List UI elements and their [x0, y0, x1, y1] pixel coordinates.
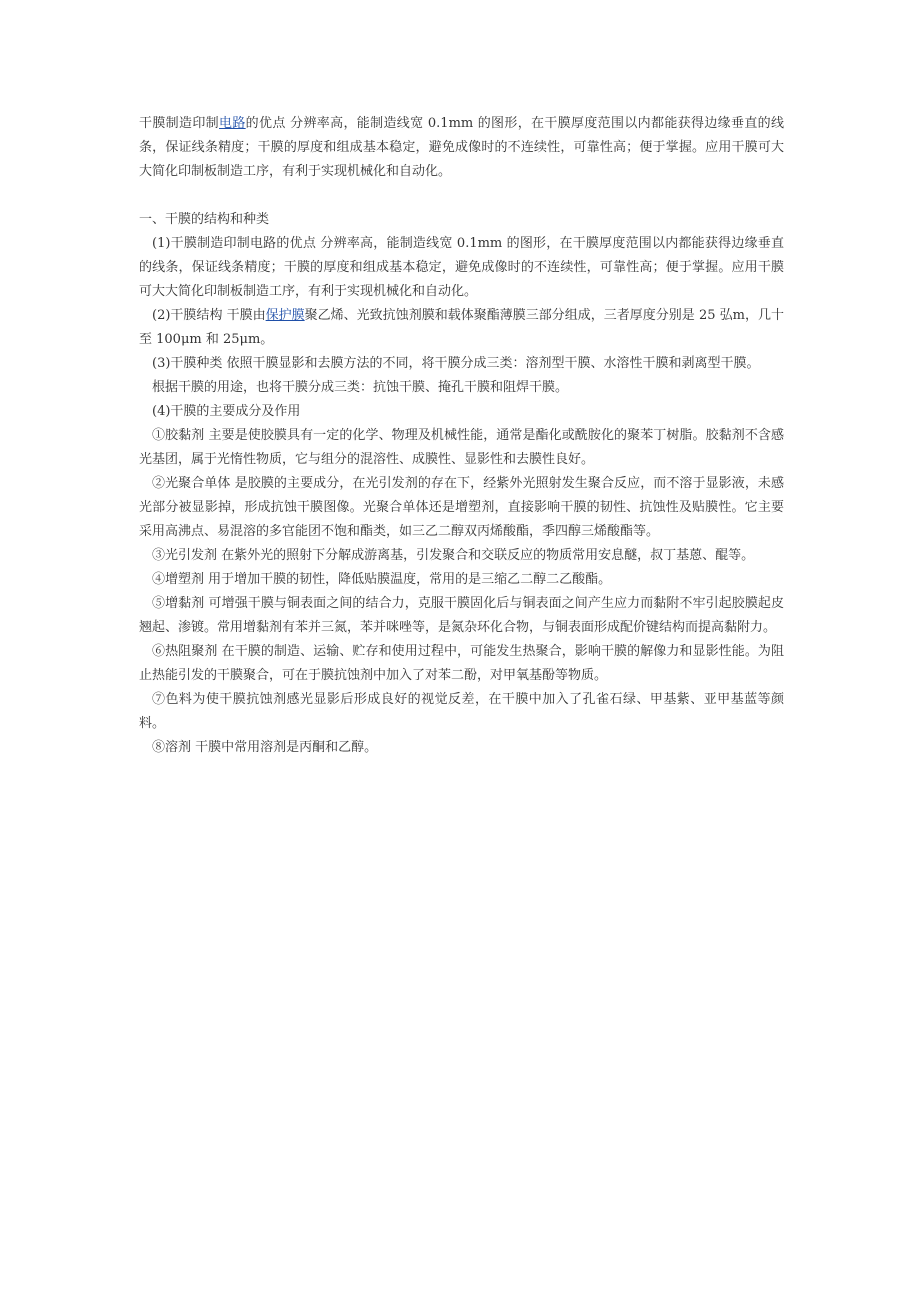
structure-text-start: (2)干膜结构 干膜由	[152, 308, 266, 323]
paragraph-structure	[139, 304, 784, 352]
paragraph-types: (3)干膜种类 依照干膜显影和去膜方法的不同，将干膜分成三类：溶剂型干膜、水溶性干膜和剥离型干膜。	[152, 356, 760, 371]
component-binder: ①胶黏剂 主要是使胶膜具有一定的化学、物理及机械性能，通常是酯化或酰胺化的聚苯丁树脂。胶黏剂不含感光基团，属于光惰性物质，它与组分的混溶性、成膜性、显影性和去膜性良好。	[139, 428, 784, 467]
component-plasticizer: ④增塑剂 用于增加干膜的韧性，降低贴膜温度，常用的是三缩乙二醇二乙酸酯。	[152, 572, 612, 587]
intro-text-start: 干膜制造印制	[139, 116, 219, 131]
intro-text-end: 的优点 分辨率高，能制造线宽 0.1mm 的图形，在干膜厚度范围以内都能获得边缘垂直的线条，保证线条精度；干膜的厚度和组成基本稳定，避免成像时的不连续性，可靠性高；便于掌握。应用干膜可大大简化印制板制造工序，有利于实现机械化和自动化。	[139, 116, 784, 179]
component-photoinitiator: ③光引发剂 在紫外光的照射下分解成游离基，引发聚合和交联反应的物质常用安息醚，叔丁基蒽、醌等。	[152, 548, 755, 563]
component-monomer: ②光聚合单体 是胶膜的主要成分，在光引发剂的存在下，经紫外光照射发生聚合反应，而不溶于显影液，未感光部分被显影掉，形成抗蚀干膜图像。光聚合单体还是增塑剂，直接影响干膜的韧性、抗蚀性及贴膜性。它主要采用高沸点、易混溶的多官能团不饱和酯类，如三乙二醇双丙烯酸酯，季四醇三烯酸酯等。	[139, 476, 784, 539]
spacer	[139, 184, 784, 208]
section-heading: 一、干膜的结构和种类	[139, 212, 270, 227]
document-body	[139, 112, 784, 760]
component-solvent: ⑧溶剂 干膜中常用溶剂是丙酮和乙醇。	[152, 740, 378, 755]
protective-film-link[interactable]: 保护膜	[265, 308, 305, 323]
intro-paragraph	[139, 112, 784, 184]
circuit-link[interactable]: 电路	[219, 116, 246, 131]
paragraph-advantages: (1)干膜制造印制电路的优点 分辨率高，能制造线宽 0.1mm 的图形，在干膜厚度范围以内都能获得边缘垂直的线条，保证线条精度；干膜的厚度和组成基本稳定，避免成像时的不连续性，可靠性高；便于掌握。应用干膜可大大简化印制板制造工序，有利于实现机械化和自动化。	[139, 236, 784, 299]
paragraph-components-heading: (4)干膜的主要成分及作用	[152, 404, 301, 419]
structure-text-end: 聚乙烯、光致抗蚀剂膜和载体聚酯薄膜三部分组成，三者厚度分别是 25 弘m，几十至 100μm 和 25μm。	[139, 308, 784, 347]
component-colorant: ⑦色料为使干膜抗蚀剂感光显影后形成良好的视觉反差，在干膜中加入了孔雀石绿、甲基紫、亚甲基蓝等颜料。	[139, 692, 784, 731]
component-thermal-inhibitor: ⑥热阻聚剂 在干膜的制造、运输、贮存和使用过程中，可能发生热聚合，影响干膜的解像力和显影性能。为阻止热能引发的干膜聚合，可在于膜抗蚀剂中加入了对苯二酚，对甲氧基酚等物质。	[139, 644, 784, 683]
component-adhesion-promoter: ⑤增黏剂 可增强干膜与铜表面之间的结合力，克服干膜固化后与铜表面之间产生应力而黏附不牢引起胶膜起皮翘起、渗镀。常用增黏剂有苯并三氮，苯并咪唑等，是氮杂环化合物，与铜表面形成配价键结构而提高黏附力。	[139, 596, 784, 635]
paragraph-usage: 根据干膜的用途，也将干膜分成三类：抗蚀干膜、掩孔干膜和阻焊干膜。	[152, 380, 569, 395]
